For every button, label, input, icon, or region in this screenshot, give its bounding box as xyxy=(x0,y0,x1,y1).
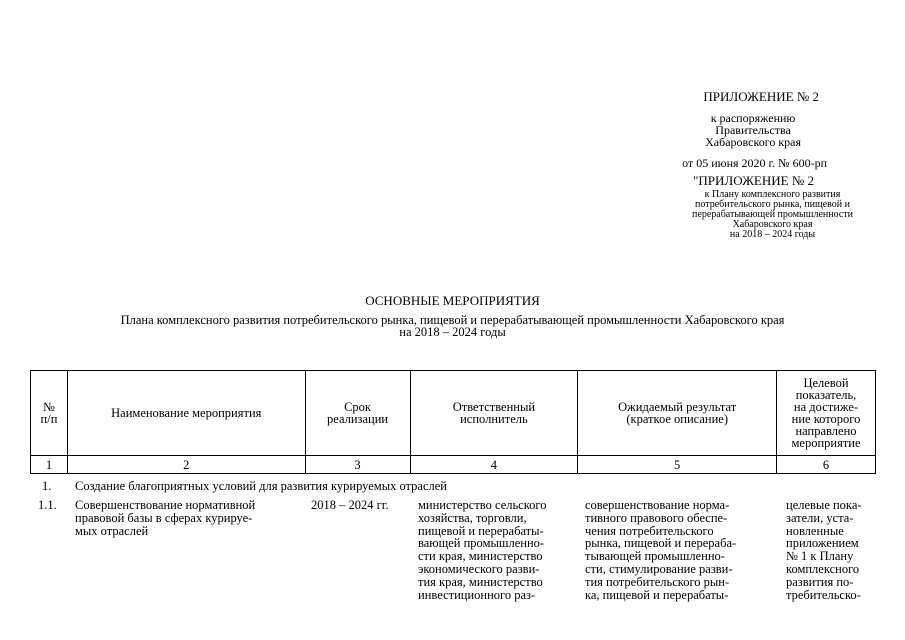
row-executor: министерство сельского хозяйства, торговли, пищевой и перерабаты- вающей промышленно- сти края, министерство экономического разви- тия края, министерство инвестиционного раз- xyxy=(418,498,547,602)
row-activity-name: Совершенствование нормативной правовой базы в сферах курируе- мых отраслей xyxy=(75,498,256,538)
row-expected-result: совершенствование норма- тивного правового обеспе- чения потребительского рынка, пищевой и перераба- тывающей промышленно- сти, стимулирование разви- тия потребительского рын- ка, пищевой и перерабаты- xyxy=(585,498,737,602)
subtitle-line: на 2018 – 2024 годы xyxy=(399,325,506,339)
document-title: ОСНОВНЫЕ МЕРОПРИЯТИЯ xyxy=(365,293,540,308)
previous-appendix-line: Хабаровского края xyxy=(732,219,813,230)
appendix-line: Хабаровского края xyxy=(705,135,801,149)
header-number: № п/п xyxy=(31,371,68,456)
previous-appendix-reference xyxy=(692,190,853,240)
previous-appendix-line: на 2018 – 2024 годы xyxy=(729,229,816,240)
previous-appendix-title: "ПРИЛОЖЕНИЕ № 2 xyxy=(693,173,814,188)
appendix-reference xyxy=(705,112,801,148)
column-number-row xyxy=(31,456,876,474)
row-number: 1.1. xyxy=(38,498,57,512)
column-number: 3 xyxy=(305,456,410,474)
appendix-title: ПРИЛОЖЕНИЕ № 2 xyxy=(703,89,819,104)
previous-appendix-line: потребительского рынка, пищевой и xyxy=(695,199,851,210)
measures-table xyxy=(30,370,876,474)
previous-appendix-line: к Плану комплексного развития xyxy=(704,189,841,200)
appendix-date: от 05 июня 2020 г. № 600-рп xyxy=(682,156,827,170)
header-target-indicator: Целевой показатель, на достиже- ние которого направлено мероприятие xyxy=(777,371,876,456)
column-number: 2 xyxy=(67,456,305,474)
appendix-line: Правительства xyxy=(715,123,791,137)
header-expected-result: Ожидаемый результат (краткое описание) xyxy=(578,371,777,456)
table-header-row xyxy=(31,371,876,456)
row-period: 2018 – 2024 гг. xyxy=(311,498,389,512)
appendix-line: к распоряжению xyxy=(710,111,796,125)
previous-appendix-line: перерабатывающей промышленности xyxy=(692,209,853,220)
column-number: 4 xyxy=(410,456,578,474)
header-period: Срок реализации xyxy=(305,371,410,456)
section-number: 1. xyxy=(42,479,52,493)
header-executor: Ответственный исполнитель xyxy=(410,371,578,456)
column-number: 1 xyxy=(31,456,68,474)
subtitle-line: Плана комплексного развития потребительского рынка, пищевой и перерабатывающей промышленности Хабаровского края xyxy=(120,313,785,327)
document-subtitle xyxy=(40,314,865,338)
column-number: 5 xyxy=(578,456,777,474)
row-target-indicator: целевые пока- затели, уста- новленные приложением № 1 к Плану комплексного развития по- требительско- xyxy=(786,498,862,602)
column-number: 6 xyxy=(777,456,876,474)
header-activity-name: Наименование мероприятия xyxy=(67,371,305,456)
section-title: Создание благоприятных условий для развития курируемых отраслей xyxy=(75,479,447,493)
